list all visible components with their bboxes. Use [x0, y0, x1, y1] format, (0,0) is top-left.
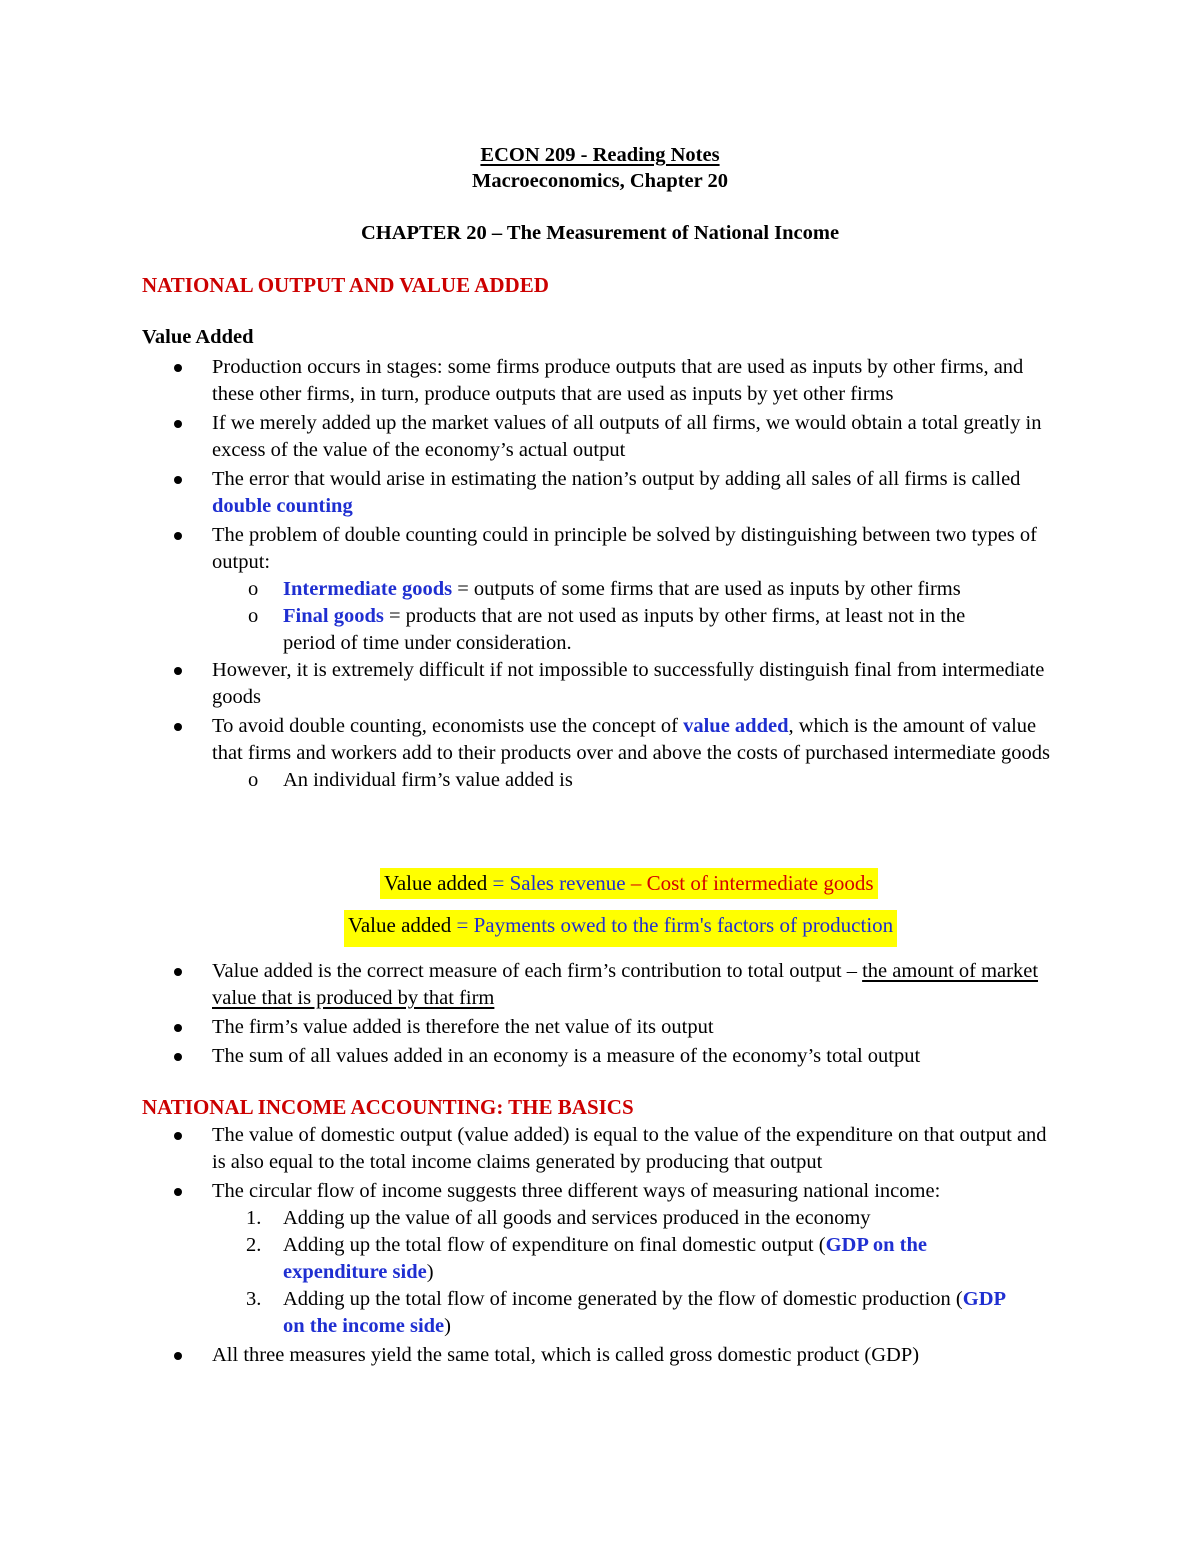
hollow-bullet-icon: o [248, 605, 259, 627]
list-item: Value added is the correct measure of each firm’s contribution to total output – the amount of market value that is produced by that firm [0, 958, 1058, 1012]
term-intermediate-goods: Intermediate goods [283, 578, 453, 600]
sub-list-item: o Final goods = products that are not used as inputs by other firms, at least not in the period of time under consideration. [248, 605, 966, 654]
chapter-title: CHAPTER 20 – The Measurement of National Income [360, 222, 840, 244]
bullet-icon [174, 1053, 182, 1061]
numbered-item: 3. Adding up the total flow of income generated by the flow of domestic production (GDP on the income side) [246, 1288, 1005, 1337]
list-item: However, it is extremely difficult if not impossible to successfully distinguish final from intermediate goods [0, 657, 1058, 711]
bullet-icon [174, 667, 182, 675]
bullet-icon [174, 723, 182, 731]
section-heading-income-accounting: NATIONAL INCOME ACCOUNTING: THE BASICS [142, 1095, 634, 1119]
income-accounting-list [0, 1122, 1200, 1369]
course-title: ECON 209 - Reading Notes [480, 144, 720, 166]
hollow-bullet-icon: o [248, 578, 259, 600]
course-subtitle: Macroeconomics, Chapter 20 [471, 170, 728, 192]
bullet-icon [174, 1352, 182, 1360]
list-item: Production occurs in stages: some firms produce outputs that are used as inputs by other firms, and these other firms, in turn, produce outputs that are used as inputs by yet other firms [0, 354, 1058, 408]
term-gdp-income: GDP on the income side [283, 1288, 1005, 1337]
list-item: The firm’s value added is therefore the net value of its output [0, 1014, 1058, 1041]
bullet-icon [174, 1188, 182, 1196]
formula-value-added-payments: Value added = Payments owed to the firm's factors of production [344, 910, 897, 947]
sub-list-item: o Intermediate goods = outputs of some firms that are used as inputs by other firms [0, 576, 1017, 603]
list-item: The sum of all values added in an economy is a measure of the economy’s total output [0, 1043, 1058, 1070]
bullet-icon [174, 1132, 182, 1140]
list-item: The problem of double counting could in principle be solved by distinguishing between two types of output: [0, 522, 1058, 576]
bullet-icon [174, 364, 182, 372]
bullet-icon [174, 1024, 182, 1032]
value-added-list-continued [0, 958, 1200, 1070]
numbered-item: 1. Adding up the value of all goods and services produced in the economy [246, 1207, 871, 1229]
bullet-icon [174, 532, 182, 540]
list-item: The value of domestic output (value added) is equal to the value of the expenditure on that output and is also equal to the total income claims generated by producing that output [0, 1122, 1058, 1176]
list-item: The circular flow of income suggests three different ways of measuring national income: [0, 1178, 1058, 1205]
value-added-list [0, 354, 1200, 794]
sub-list-item: o An individual firm’s value added is [0, 767, 1017, 794]
term-double-counting: double counting [212, 495, 353, 517]
list-item: To avoid double counting, economists use the concept of value added, which is the amount of value that firms and workers add to their products over and above the costs of purchased intermediate goods [0, 713, 1058, 767]
bullet-icon [174, 968, 182, 976]
term-final-goods: Final goods [283, 605, 384, 627]
section-heading-national-output: NATIONAL OUTPUT AND VALUE ADDED [142, 273, 549, 297]
list-item: All three measures yield the same total, which is called gross domestic product (GDP) [0, 1342, 1058, 1369]
subheading-value-added: Value Added [142, 326, 254, 348]
formula-value-added-sales: Value added = Sales revenue – Cost of intermediate goods [380, 868, 878, 899]
hollow-bullet-icon: o [248, 769, 259, 791]
bullet-icon [174, 476, 182, 484]
term-gdp-expenditure: GDP on the expenditure side [283, 1234, 927, 1283]
list-item: The error that would arise in estimating the nation’s output by adding all sales of all firms is called double counting [0, 466, 1058, 520]
numbered-item: 2. Adding up the total flow of expenditure on final domestic output (GDP on the expenditure side) [246, 1234, 927, 1283]
list-item: If we merely added up the market values of all outputs of all firms, we would obtain a total greatly in excess of the value of the economy’s actual output [0, 410, 1058, 464]
bullet-icon [174, 420, 182, 428]
term-value-added: value added [683, 715, 789, 737]
